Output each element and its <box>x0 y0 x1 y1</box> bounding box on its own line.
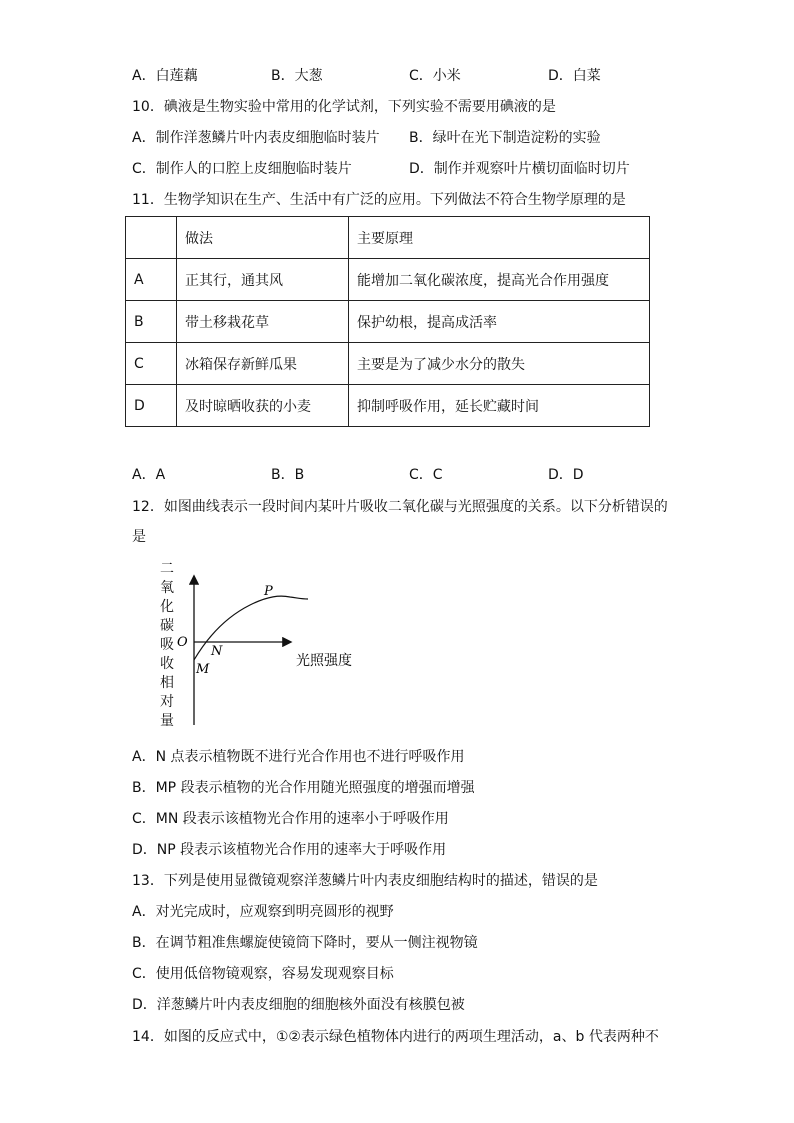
q9-option-c: C．小米 <box>409 68 461 84</box>
q10-option-c: C．制作人的口腔上皮细胞临时装片 <box>132 161 352 177</box>
table-row <box>126 301 650 343</box>
q10-option-d: D．制作并观察叶片横切面临时切片 <box>409 161 630 177</box>
q11-option-b: B．B <box>271 467 305 483</box>
point-m-label: M <box>196 662 210 677</box>
q12-option-b: B．MP 段表示植物的光合作用随光照强度的增强而增强 <box>132 780 475 796</box>
q13-option-d: D．洋葱鳞片叶内表皮细胞的细胞核外面没有核膜包被 <box>132 997 465 1013</box>
origin-label: O <box>177 635 188 650</box>
table-cell: 冰箱保存新鲜瓜果 <box>177 343 349 385</box>
table-cell: 抑制呼吸作用，延长贮藏时间 <box>349 385 650 427</box>
table-cell: 主要是为了减少水分的散失 <box>349 343 650 385</box>
table-row <box>126 259 650 301</box>
q13-option-c: C．使用低倍物镜观察，容易发现观察目标 <box>132 966 394 982</box>
q13-option-b: B．在调节粗准焦螺旋使镜筒下降时，要从一侧注视物镜 <box>132 935 478 951</box>
graph-y-axis-label: 二氧化碳吸收相对量 <box>160 561 174 729</box>
table-cell: D <box>126 385 177 427</box>
table-cell: 能增加二氧化碳浓度，提高光合作用强度 <box>349 259 650 301</box>
q12-option-c: C．MN 段表示该植物光合作用的速率小于呼吸作用 <box>132 811 449 827</box>
q12-option-d: D．NP 段表示该植物光合作用的速率大于呼吸作用 <box>132 842 447 858</box>
q13-stem: 13．下列是使用显微镜观察洋葱鳞片叶内表皮细胞结构时的描述，错误的是 <box>132 873 598 889</box>
table-cell: C <box>126 343 177 385</box>
table-row <box>126 343 650 385</box>
q12-stem-line1: 12．如图曲线表示一段时间内某叶片吸收二氧化碳与光照强度的关系。以下分析错误的 <box>132 499 668 515</box>
q14-stem: 14．如图的反应式中，①②表示绿色植物体内进行的两项生理活动，a、b 代表两种不 <box>132 1029 659 1045</box>
q10-option-a: A．制作洋葱鳞片叶内表皮细胞临时装片 <box>132 130 380 146</box>
point-p-label: P <box>264 584 273 599</box>
point-n-label: N <box>211 644 223 659</box>
q13-option-a: A．对光完成时，应观察到明亮圆形的视野 <box>132 904 394 920</box>
co2-light-graph <box>150 555 370 735</box>
table-row <box>126 385 650 427</box>
q10-stem: 10．碘液是生物实验中常用的化学试剂，下列实验不需要用碘液的是 <box>132 99 556 115</box>
table-cell: 正其行，通其风 <box>177 259 349 301</box>
table-header-cell: 主要原理 <box>349 217 650 259</box>
q12-stem-line2: 是 <box>132 529 146 545</box>
q9-option-d: D．白菜 <box>548 68 601 84</box>
table-cell: 及时晾晒收获的小麦 <box>177 385 349 427</box>
q9-option-a: A．白莲藕 <box>132 68 198 84</box>
q10-option-b: B．绿叶在光下制造淀粉的实验 <box>409 130 601 146</box>
q11-option-d: D．D <box>548 467 584 483</box>
q11-table <box>125 216 650 427</box>
q11-option-a: A．A <box>132 467 166 483</box>
table-cell: B <box>126 301 177 343</box>
table-cell: 带土移栽花草 <box>177 301 349 343</box>
table-cell: 保护幼根，提高成活率 <box>349 301 650 343</box>
table-header-row <box>126 217 650 259</box>
q11-option-c: C．C <box>409 467 443 483</box>
table-header-cell <box>126 217 177 259</box>
q11-stem: 11．生物学知识在生产、生活中有广泛的应用。下列做法不符合生物学原理的是 <box>132 192 626 208</box>
table-header-cell: 做法 <box>177 217 349 259</box>
q12-option-a: A．N 点表示植物既不进行光合作用也不进行呼吸作用 <box>132 749 465 765</box>
table-cell: A <box>126 259 177 301</box>
q9-option-b: B．大葱 <box>271 68 323 84</box>
graph-x-axis-label: 光照强度 <box>296 653 352 669</box>
